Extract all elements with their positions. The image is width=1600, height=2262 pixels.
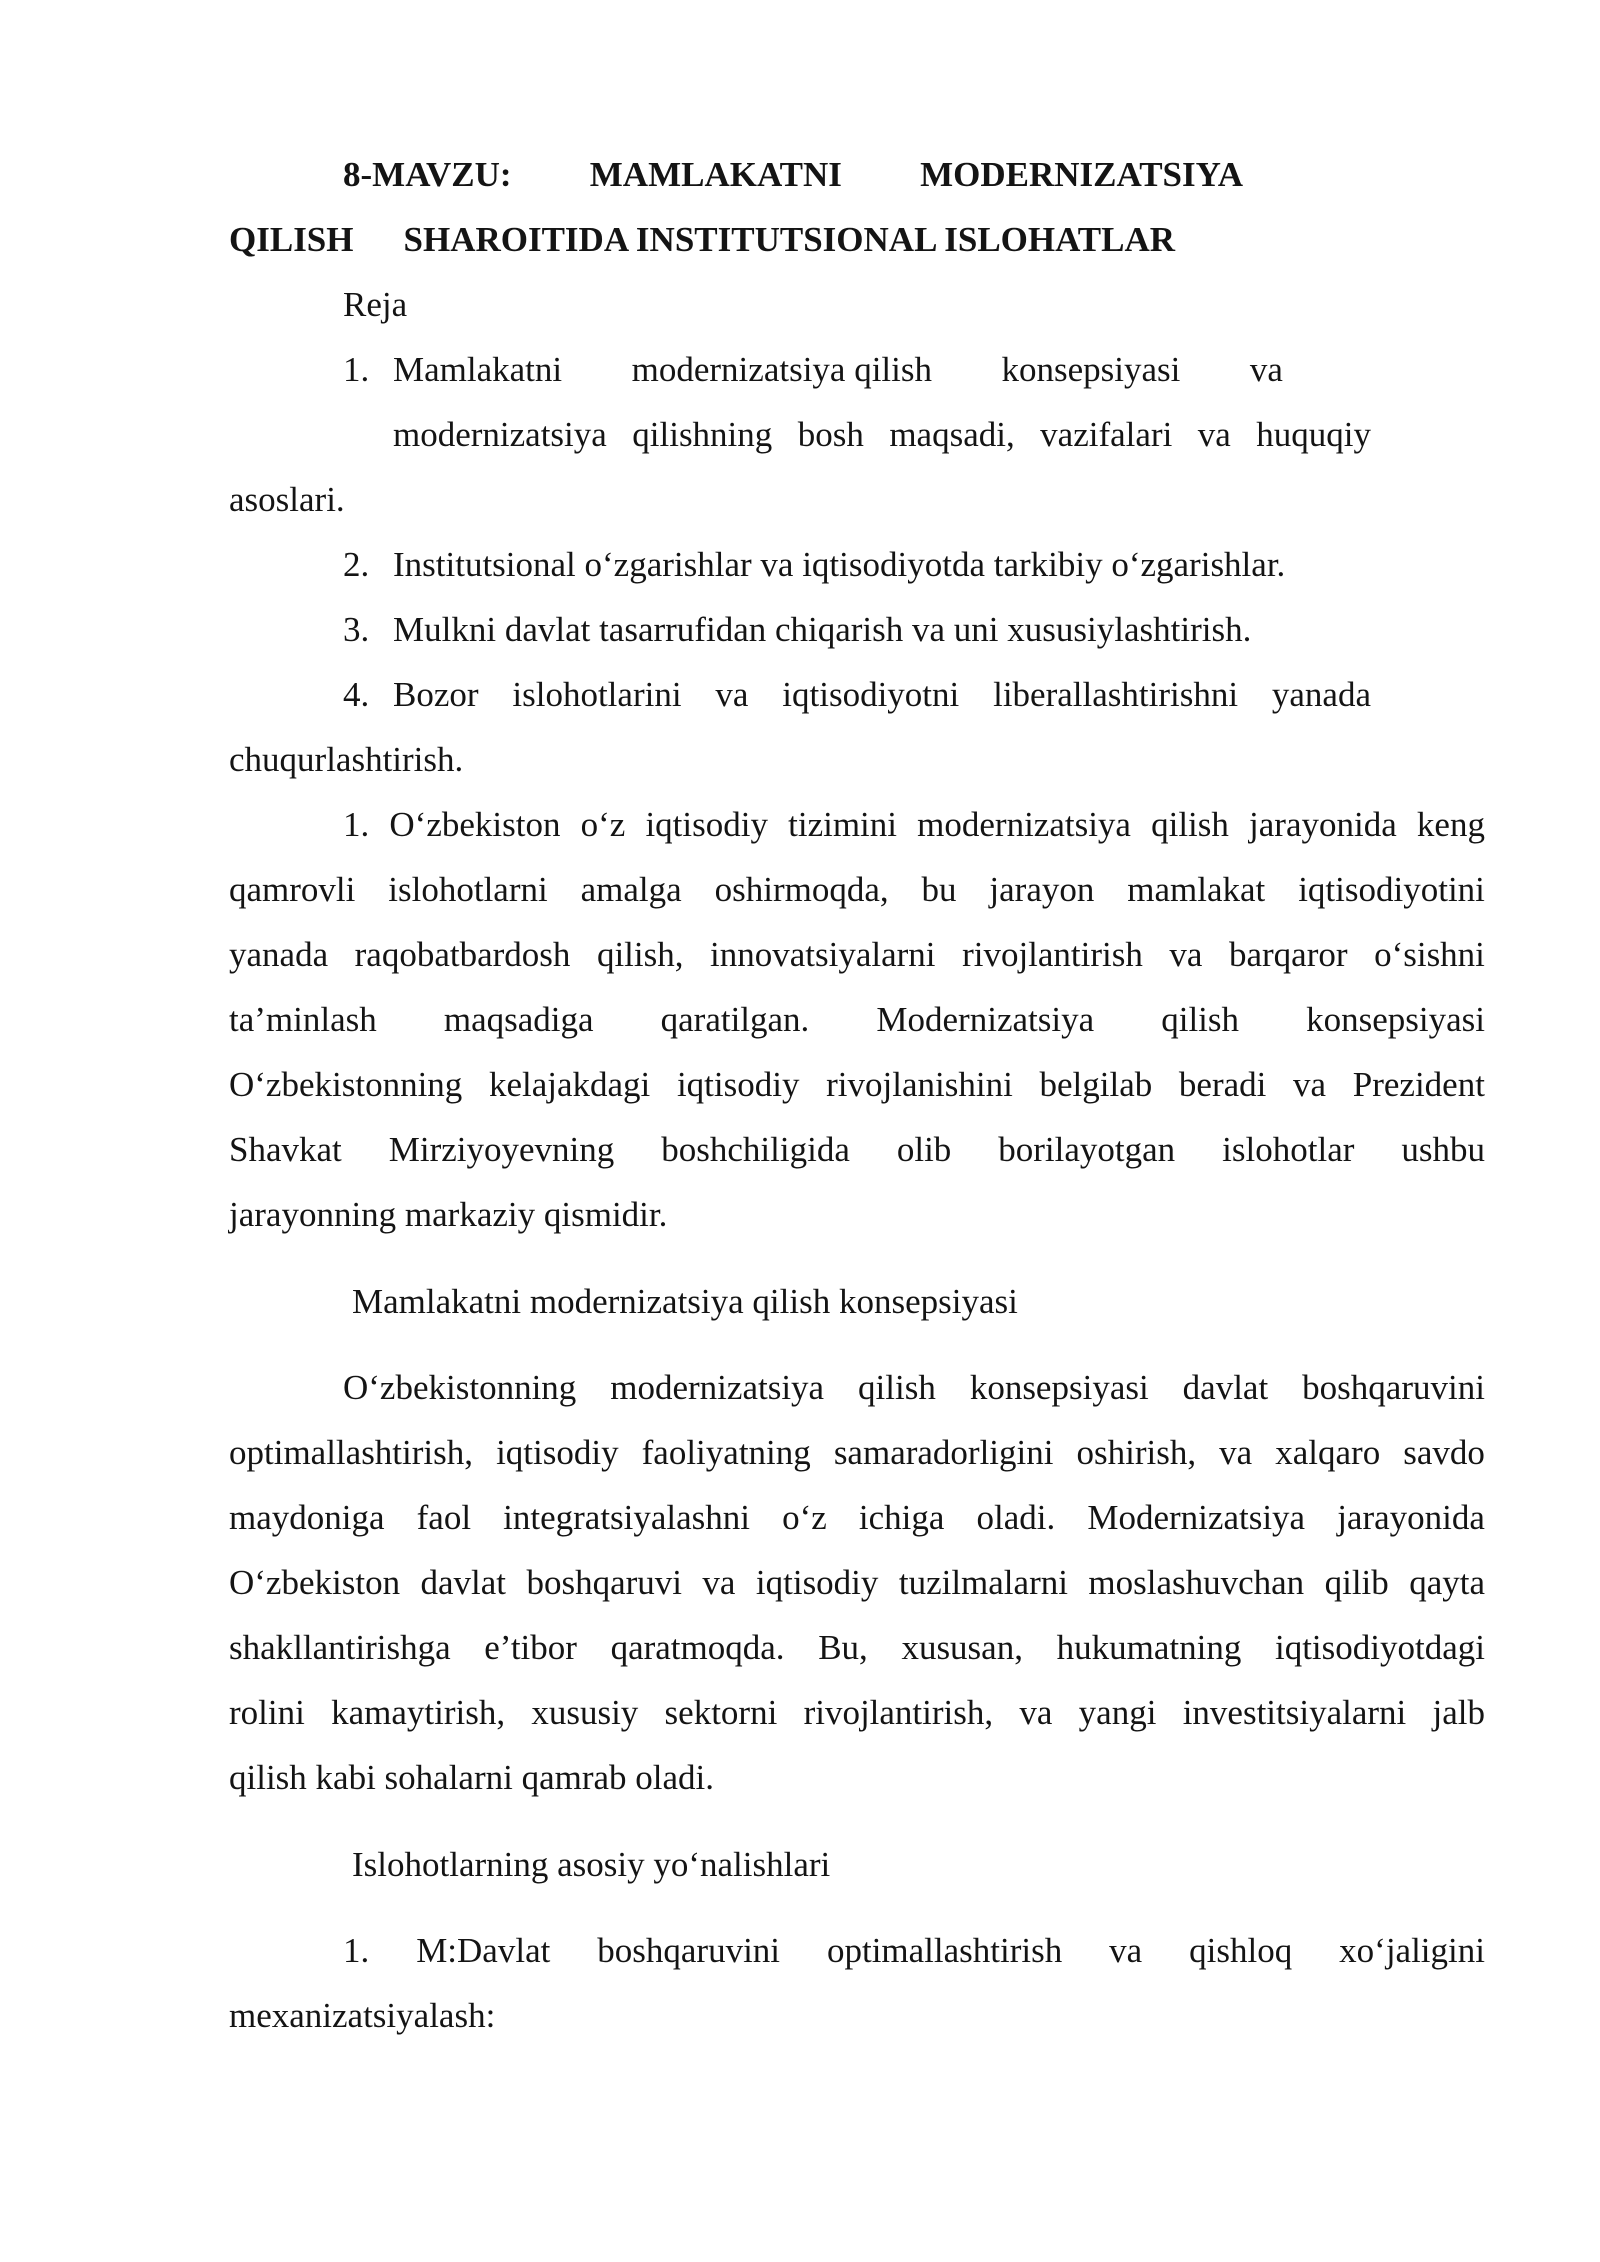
word: qaratmoqda. <box>610 1628 785 1667</box>
word: ichiga <box>858 1498 945 1537</box>
plan-item-4-line-1 <box>393 675 1371 715</box>
paragraph-1-last-line: jarayonning markaziy qismidir. <box>229 1195 668 1234</box>
word: maqsadiga <box>443 1000 594 1039</box>
word: yanada <box>1271 675 1371 714</box>
word: Modernizatsiya <box>1087 1498 1306 1537</box>
word: iqtisodiy <box>676 1065 800 1104</box>
word: iqtisodiy <box>496 1433 619 1472</box>
word: MAMLAKATNI <box>589 155 842 194</box>
word: bu <box>921 870 957 909</box>
paragraph-1-line <box>229 935 1485 975</box>
word: boshqaruvi <box>526 1563 682 1602</box>
word: samaradorligini <box>833 1433 1054 1472</box>
plan-item-1-number: 1. <box>343 350 370 389</box>
word: iqtisodiyotdagi <box>1274 1628 1485 1667</box>
paragraph-1-line <box>229 870 1485 910</box>
word: va <box>1249 350 1283 389</box>
word: oshirish, <box>1076 1433 1197 1472</box>
word: innovatsiyalarni <box>710 935 936 974</box>
word: jarayonida <box>1337 1498 1485 1537</box>
word: qilish, <box>596 935 684 974</box>
word: davlat <box>420 1563 507 1602</box>
word: Modernizatsiya <box>876 1000 1095 1039</box>
word: Bu, <box>818 1628 868 1667</box>
word: keng <box>1416 805 1485 844</box>
word: raqobatbardosh <box>354 935 571 974</box>
word: qilish <box>1151 805 1229 844</box>
word: e’tibor <box>484 1628 577 1667</box>
word: modernizatsiya <box>917 805 1131 844</box>
word: rivojlantirish <box>962 935 1143 974</box>
word: islohotlarini <box>512 675 682 714</box>
word: davlat <box>1182 1368 1269 1407</box>
word: modernizatsiya <box>393 415 607 454</box>
word: maqsadi, <box>889 415 1015 454</box>
word: boshqaruvini <box>1302 1368 1485 1407</box>
word: xo‘jaligini <box>1339 1931 1485 1970</box>
paragraph-1-line <box>229 1130 1485 1170</box>
word: beradi <box>1178 1065 1267 1104</box>
word: amalga <box>580 870 682 909</box>
word: sektorni <box>664 1693 778 1732</box>
word: rivojlantirish, <box>803 1693 994 1732</box>
word: modernizatsiya qilish <box>631 350 932 389</box>
word: O‘zbekiston <box>389 805 561 844</box>
word: Prezident <box>1352 1065 1485 1104</box>
heading-word: QILISH <box>229 220 354 259</box>
word: moslashuvchan <box>1088 1563 1305 1602</box>
word: qishloq <box>1189 1931 1293 1970</box>
word: borilayotgan <box>998 1130 1176 1169</box>
word: tizimini <box>788 805 898 844</box>
word: savdo <box>1403 1433 1485 1472</box>
word: qilib <box>1324 1563 1389 1602</box>
word: konsepsiyasi <box>1306 1000 1485 1039</box>
list-item-1-line-1 <box>343 1931 1485 1971</box>
word: va <box>1169 935 1203 974</box>
heading-line-1 <box>343 155 1243 195</box>
paragraph-2-last-line: qilish kabi sohalarni qamrab oladi. <box>229 1758 715 1797</box>
word: rivojlanishini <box>826 1065 1013 1104</box>
word: olib <box>896 1130 952 1169</box>
word: iqtisodiy <box>645 805 768 844</box>
word: bosh <box>797 415 864 454</box>
word: xususan, <box>901 1628 1023 1667</box>
word: qilish <box>1161 1000 1240 1039</box>
word: qilishning <box>632 415 773 454</box>
word: va <box>1019 1693 1053 1732</box>
word: va <box>1197 415 1231 454</box>
word: belgilab <box>1039 1065 1153 1104</box>
word: iqtisodiyotni <box>782 675 960 714</box>
paragraph-2-line <box>229 1693 1485 1733</box>
word: 8-MAVZU: <box>343 155 512 194</box>
word: vazifalari <box>1040 415 1173 454</box>
word: oshirmoqda, <box>714 870 889 909</box>
word: O‘zbekistonning <box>343 1368 577 1407</box>
word: xalqaro <box>1275 1433 1381 1472</box>
heading-word: SHAROITIDA INSTITUTSIONAL ISLOHATLAR <box>403 220 1176 259</box>
plan-item-3-text: Mulkni davlat tasarrufidan chiqarish va uni xususiylashtirish. <box>393 610 1252 649</box>
paragraph-1-line <box>343 805 1485 845</box>
word: optimallashtirish, <box>229 1433 474 1472</box>
word: konsepsiyasi <box>969 1368 1149 1407</box>
word: ta’minlash <box>229 1000 377 1039</box>
word: va <box>702 1563 736 1602</box>
word: oladi. <box>976 1498 1056 1537</box>
word: yangi <box>1078 1693 1157 1732</box>
word: faoliyatning <box>641 1433 811 1472</box>
word: va <box>1109 1931 1143 1970</box>
word: yanada <box>229 935 329 974</box>
word: boshchiligida <box>661 1130 850 1169</box>
word: MODERNIZATSIYA <box>920 155 1243 194</box>
paragraph-2-line <box>343 1368 1485 1408</box>
word: qayta <box>1409 1563 1485 1602</box>
heading-line-2 <box>229 220 1175 260</box>
word: xususiy <box>531 1693 639 1732</box>
paragraph-1-line <box>229 1065 1485 1105</box>
word: 1. <box>343 1931 370 1970</box>
word: faol <box>416 1498 472 1537</box>
word: huquqiy <box>1256 415 1371 454</box>
word: va <box>1219 1433 1253 1472</box>
word: va <box>1293 1065 1327 1104</box>
paragraph-2-line <box>229 1563 1485 1603</box>
plan-item-4-number: 4. <box>343 675 370 714</box>
word: maydoniga <box>229 1498 385 1537</box>
word: kamaytirish, <box>331 1693 506 1732</box>
word: optimallashtirish <box>826 1931 1063 1970</box>
word: Mirziyoyevning <box>388 1130 615 1169</box>
word: iqtisodiy <box>755 1563 879 1602</box>
word: qamrovli <box>229 870 356 909</box>
word: Shavkat <box>229 1130 342 1169</box>
word: investitsiyalarni <box>1182 1693 1407 1732</box>
word: kelajakdagi <box>488 1065 651 1104</box>
word: shakllantirishga <box>229 1628 451 1667</box>
word: jalb <box>1432 1693 1485 1732</box>
word: 1. <box>343 805 370 844</box>
word: boshqaruvini <box>597 1931 781 1970</box>
word: konsepsiyasi <box>1001 350 1181 389</box>
word: qilish <box>858 1368 936 1407</box>
word: tuzilmalarni <box>898 1563 1068 1602</box>
plan-item-4-line-2: chuqurlashtirish. <box>229 740 464 779</box>
list-item-1-line-2: mexanizatsiyalash: <box>229 1996 496 2035</box>
word: modernizatsiya <box>610 1368 825 1407</box>
word: hukumatning <box>1056 1628 1242 1667</box>
plan-item-1-line-2 <box>393 415 1371 455</box>
word: jarayon <box>989 870 1095 909</box>
plan-item-3-number: 3. <box>343 610 370 649</box>
section-title: Mamlakatni modernizatsiya qilish konsepsiyasi <box>352 1282 1018 1321</box>
word: va <box>715 675 749 714</box>
word: islohotlarni <box>388 870 548 909</box>
word: islohotlar <box>1222 1130 1355 1169</box>
plan-title: Reja <box>343 285 408 324</box>
plan-item-1-line-3: asoslari. <box>229 480 345 519</box>
word: Bozor <box>393 675 479 714</box>
word: qaratilgan. <box>660 1000 810 1039</box>
plan-item-2-text: Institutsional o‘zgarishlar va iqtisodiyotda tarkibiy o‘zgarishlar. <box>393 545 1286 584</box>
plan-item-1-line-1 <box>393 350 1283 390</box>
word: o‘z <box>782 1498 827 1537</box>
word: rolini <box>229 1693 305 1732</box>
word: liberallashtirishni <box>993 675 1239 714</box>
word: O‘zbekiston <box>229 1563 401 1602</box>
paragraph-2-line <box>229 1433 1485 1473</box>
word: jarayonida <box>1249 805 1397 844</box>
word: ushbu <box>1401 1130 1485 1169</box>
word: o‘sishni <box>1374 935 1485 974</box>
paragraph-2-line <box>229 1498 1485 1538</box>
word: M:Davlat <box>416 1931 551 1970</box>
section-title: Islohotlarning asosiy yo‘nalishlari <box>352 1845 831 1884</box>
word: mamlakat <box>1127 870 1266 909</box>
word: o‘z <box>580 805 626 844</box>
word: barqaror <box>1228 935 1348 974</box>
paragraph-1-line <box>229 1000 1485 1040</box>
word: integratsiyalashni <box>503 1498 751 1537</box>
plan-item-2-number: 2. <box>343 545 370 584</box>
word: O‘zbekistonning <box>229 1065 463 1104</box>
paragraph-2-line <box>229 1628 1485 1668</box>
word: Mamlakatni <box>393 350 563 389</box>
word: iqtisodiyotini <box>1298 870 1485 909</box>
